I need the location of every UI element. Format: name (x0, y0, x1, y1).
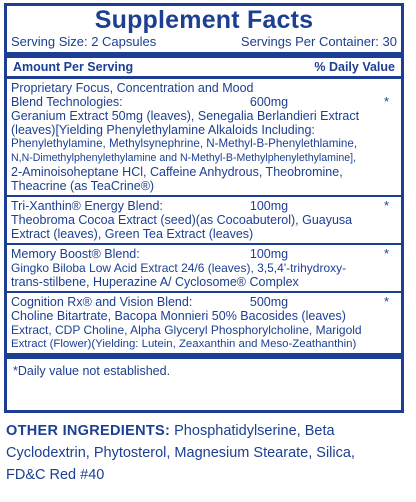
dv-value: * (384, 295, 389, 309)
ingredient-line: Extract (Flower)(Yielding: Lutein, Zeaxanthin and Meso-Zeathanthin) (11, 338, 357, 350)
dv-value: * (384, 247, 389, 261)
ingredient-line: Extract, CDP Choline, Alpha Glyceryl Phosphorylcholine, Marigold (11, 323, 362, 337)
other-ingredients (6, 420, 410, 486)
amount-value: 600mg (249, 95, 289, 109)
blend-memory-boost (7, 245, 401, 291)
amount-value: 500mg (249, 295, 289, 309)
ingredient-line: Geranium Extract 50mg (leaves), Senegalia Berlandieri Extract (11, 109, 360, 123)
ingredient-line: Choline Bitartrate, Bacopa Monnieri 50% Bacosides (leaves) (11, 309, 346, 323)
blend-head (11, 199, 397, 213)
blend-amount (250, 247, 397, 261)
ingredient-line: Theacrine (as TeaCrine®) (11, 179, 155, 193)
column-header (7, 58, 401, 76)
blend-name-line: Tri-Xanthin® Energy Blend: (11, 199, 163, 213)
serving-size: Serving Size: 2 Capsules (11, 34, 157, 49)
ingredient-line: Extract (leaves), Green Tea Extract (leaves) (11, 227, 254, 241)
amount-value: 100mg (249, 247, 289, 261)
other-ingredients-line: Cyclodextrin, Phytosterol, Magnesium Stearate, Silica, (6, 445, 355, 461)
footnote: *Daily value not established. (13, 364, 171, 378)
blend-amount (250, 95, 397, 109)
blend-name-line: Proprietary Focus, Concentration and Mood (11, 81, 254, 95)
blend-amount (250, 199, 397, 213)
blend-tri-xanthin (7, 197, 401, 243)
supplement-facts-panel (4, 3, 404, 413)
serving-row (7, 34, 401, 50)
servings-per-container: Servings Per Container: 30 (240, 34, 397, 49)
amount-header: Amount Per Serving (13, 60, 134, 74)
amount-value: 100mg (249, 199, 289, 213)
blend-name-line: Blend Technologies: (11, 95, 123, 109)
ingredient-line: (leaves)[Yielding Phenylethylamine Alkaloids Including: (11, 123, 315, 137)
blend-amount (250, 295, 397, 309)
other-ingredients-line: FD&C Red #40 (6, 467, 105, 483)
blend-name-line: Memory Boost® Blend: (11, 247, 140, 261)
ingredient-line: trans-stilbene, Huperazine A/ Cyclosome® Complex (11, 275, 299, 289)
dv-value: * (384, 95, 389, 109)
blend-cognition-rx (7, 293, 401, 353)
dv-value: * (384, 199, 389, 213)
ingredient-line: Phenylethylamine, Methylsynephrine, N-Methyl-B-Phenylethlamine, (11, 137, 358, 150)
ingredient-line: Theobroma Cocoa Extract (seed)(as Cocoabuterol), Guayusa (11, 213, 353, 227)
blend-proprietary-focus (7, 79, 401, 195)
other-ingredients-line: Phosphatidylserine, Beta (174, 423, 335, 439)
blend-head (11, 295, 397, 309)
blend-head (11, 247, 397, 261)
ingredient-line: N,N-Dimethylphenylethylamine and N-Methyl-B-Methylphenylethylamine], (11, 152, 357, 164)
blend-head (11, 95, 397, 109)
dv-header: % Daily Value (314, 60, 395, 74)
ingredient-line: 2-Aminoisoheptane HCl, Caffeine Anhydrous, Theobromine, (11, 165, 343, 179)
ingredient-line: Gingko Biloba Low Acid Extract 24/6 (leaves), 3,5,4'-trihydroxy- (11, 261, 347, 275)
panel-title: Supplement Facts (94, 6, 314, 34)
blend-name-line: Cognition Rx® and Vision Blend: (11, 295, 193, 309)
other-ingredients-label: OTHER INGREDIENTS: (6, 423, 171, 439)
